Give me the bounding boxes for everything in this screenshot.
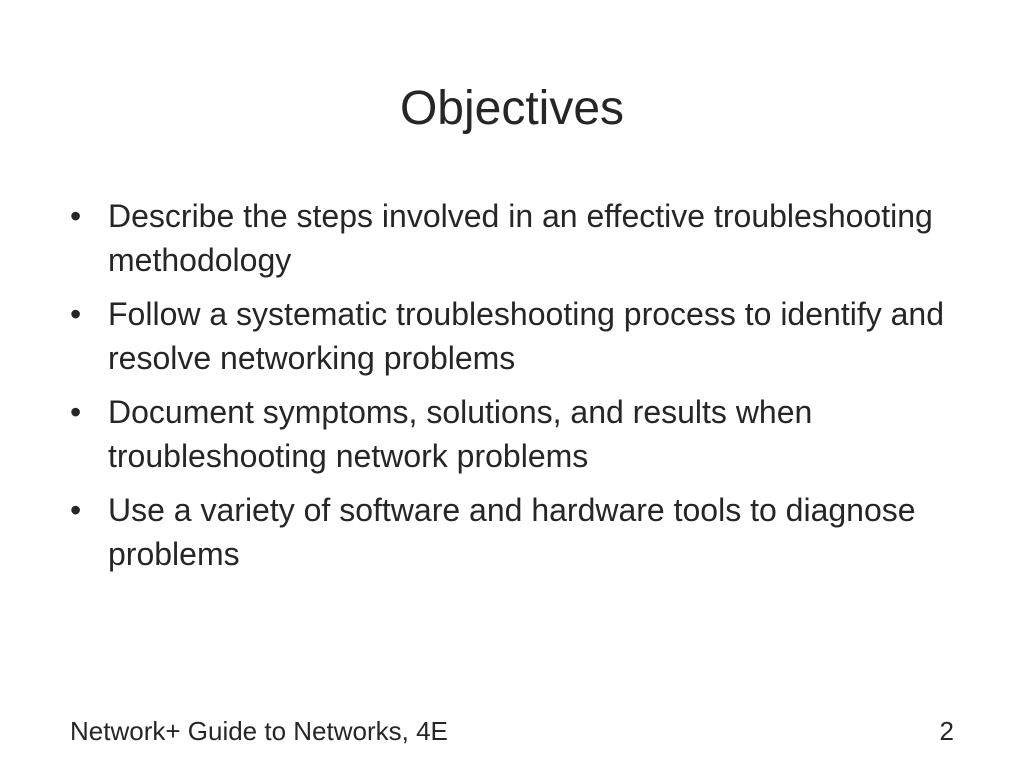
footer-book-title: Network+ Guide to Networks, 4E	[70, 716, 448, 746]
list-item	[70, 194, 950, 282]
list-item-text: Use a variety of software and hardware tools to diagnose problems	[108, 492, 916, 572]
page-number: 2	[939, 716, 954, 746]
bullet-icon: •	[70, 492, 82, 528]
list-item	[70, 488, 950, 576]
list-item-text: Describe the steps involved in an effective troubleshooting methodology	[108, 198, 933, 278]
list-item	[70, 390, 950, 478]
bullet-icon: •	[70, 394, 82, 430]
objectives-list	[70, 194, 950, 586]
bullet-icon: •	[70, 296, 82, 332]
list-item-text: Document symptoms, solutions, and results when troubleshooting network problems	[108, 394, 813, 474]
bullet-icon: •	[70, 198, 82, 234]
slide-title: Objectives	[399, 82, 625, 135]
list-item	[70, 292, 950, 380]
list-item-text: Follow a systematic troubleshooting process to identify and resolve networking problems	[108, 296, 944, 376]
